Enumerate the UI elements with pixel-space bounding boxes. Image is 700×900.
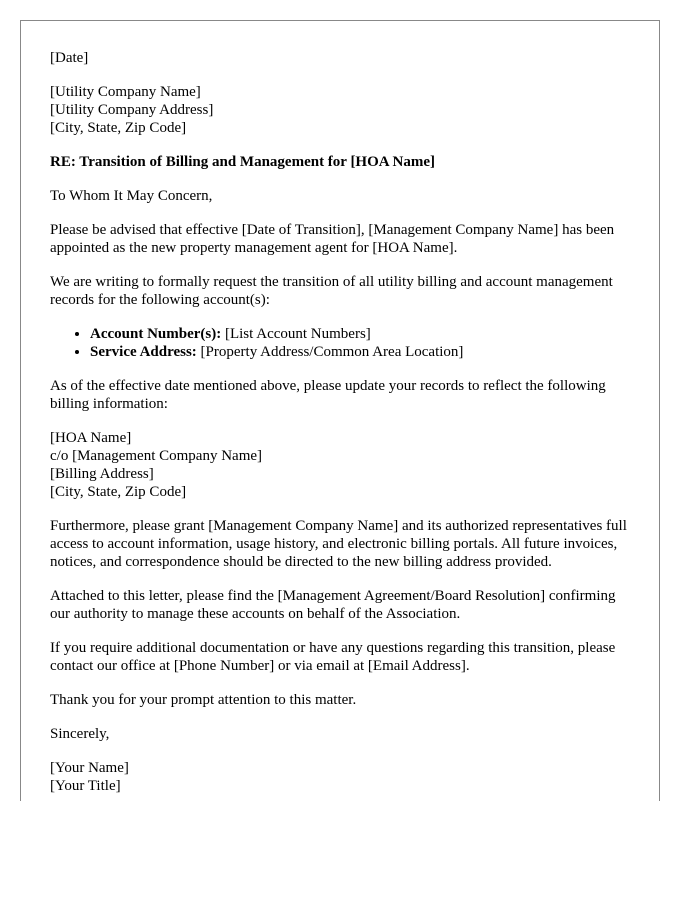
recipient-name: [Utility Company Name] bbox=[50, 84, 201, 100]
letter-body bbox=[50, 49, 630, 801]
billing-line-care-of: c/o [Management Company Name] bbox=[50, 448, 263, 464]
signature-title: [Your Title] bbox=[50, 778, 121, 794]
closing: Sincerely, bbox=[50, 726, 110, 742]
service-address-label: Service Address: bbox=[90, 344, 197, 360]
paragraph-update-records: As of the effective date mentioned above, please update your records to reflect the following billing information: bbox=[50, 378, 606, 412]
service-address-value: [Property Address/Common Area Location] bbox=[196, 344, 464, 360]
letter-date bbox=[50, 49, 630, 67]
paragraph-contact: If you require additional documentation or have any questions regarding this transition, please contact our office at [Phone Number] or via email at [Email Address]. bbox=[50, 640, 616, 674]
paragraph-attachment: Attached to this letter, please find the [Management Agreement/Board Resolution] confirming our authority to manage these accounts on behalf of the Association. bbox=[50, 588, 616, 622]
account-number-value: [List Account Numbers] bbox=[221, 326, 371, 342]
paragraph-appointment: Please be advised that effective [Date of Transition], [Management Company Name] has been appointed as the new property management agent for [HOA Name]. bbox=[50, 222, 615, 256]
recipient-city-state-zip: [City, State, Zip Code] bbox=[50, 120, 187, 136]
billing-address-block bbox=[50, 429, 630, 501]
account-number-label: Account Number(s): bbox=[90, 326, 222, 342]
list-item-account-number bbox=[90, 325, 630, 343]
paragraph-thanks: Thank you for your prompt attention to this matter. bbox=[50, 692, 357, 708]
paragraph-request: We are writing to formally request the transition of all utility billing and account management records for the following account(s): bbox=[50, 274, 613, 308]
billing-line-city-state-zip: [City, State, Zip Code] bbox=[50, 484, 187, 500]
signature-name: [Your Name] bbox=[50, 760, 129, 776]
signature-block bbox=[50, 759, 630, 795]
list-item-service-address bbox=[90, 343, 630, 361]
letter-page bbox=[20, 20, 660, 801]
salutation: To Whom It May Concern, bbox=[50, 188, 213, 204]
billing-line-address: [Billing Address] bbox=[50, 466, 154, 482]
recipient-block bbox=[50, 83, 630, 137]
paragraph-access: Furthermore, please grant [Management Company Name] and its authorized representatives full access to account information, usage history, and electronic billing portals. All future invoices, notices, and correspondence should be directed to the new billing address provided. bbox=[50, 518, 627, 570]
subject-line: RE: Transition of Billing and Management for [HOA Name] bbox=[50, 154, 436, 170]
date-line: [Date] bbox=[50, 50, 89, 66]
account-list bbox=[50, 325, 630, 361]
recipient-address: [Utility Company Address] bbox=[50, 102, 214, 118]
billing-line-hoa: [HOA Name] bbox=[50, 430, 132, 446]
